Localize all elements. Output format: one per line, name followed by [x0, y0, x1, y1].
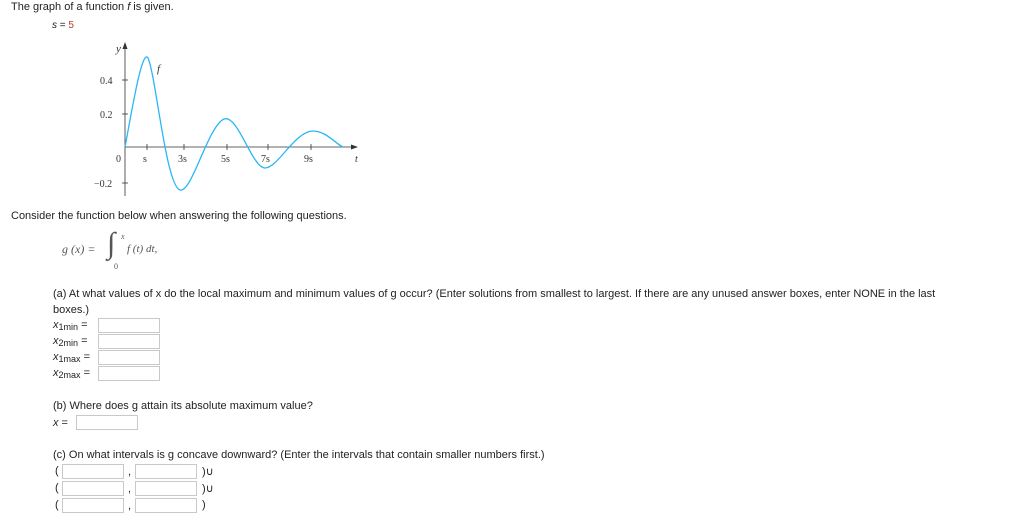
interval2-comma: , — [128, 483, 132, 495]
s-eq: = — [57, 20, 69, 31]
x-tick-label-s: s — [143, 154, 147, 165]
y-tick-label-0.2: 0.2 — [100, 110, 113, 121]
s-label: s — [52, 20, 57, 31]
x2max-x: x — [53, 367, 59, 379]
interval1-open: ( — [55, 465, 59, 477]
part-a-text-cont: boxes.) — [53, 304, 90, 316]
part-b-text: (b) Where does g attain its absolute maximum value? — [53, 400, 313, 412]
interval3-end-input[interactable] — [135, 498, 197, 513]
s-value: 5 — [68, 20, 74, 31]
x2max-label — [53, 367, 90, 380]
interval2-end-input[interactable] — [135, 481, 197, 496]
interval3-open: ( — [55, 499, 59, 511]
x1max-input[interactable] — [98, 350, 160, 365]
intro-function-name: f — [127, 1, 131, 13]
part-b-x: x — [53, 417, 59, 429]
y-tick-label-neg0.2: −0.2 — [94, 179, 113, 190]
x2min-eq: = — [78, 335, 88, 347]
x1max-x: x — [53, 351, 59, 363]
x-tick-label-5s: 5s — [221, 154, 230, 165]
part-b-eq: = — [58, 417, 68, 429]
formula-upper-limit: x — [121, 232, 125, 241]
x1max-sub: 1max — [58, 354, 81, 364]
interval3-close: ) — [202, 499, 206, 511]
x-tick-label-7s: 7s — [261, 154, 270, 165]
y-axis-arrow — [123, 42, 128, 49]
intro-prefix: The graph of a function — [11, 1, 128, 13]
formula-lhs: g (x) = — [62, 242, 96, 256]
interval1-comma: , — [128, 466, 132, 478]
x2min-sub: 2min — [58, 338, 79, 348]
interval1-start-input[interactable] — [62, 464, 124, 479]
x-axis-arrow — [351, 145, 358, 150]
y-tick-label-0: 0 — [116, 154, 121, 165]
x1min-label — [53, 319, 88, 332]
interval1-close-union: )∪ — [202, 466, 214, 478]
part-b-label — [53, 417, 68, 429]
x1min-x: x — [53, 319, 59, 331]
interval2-close-union: )∪ — [202, 483, 214, 495]
part-c-text: (c) On what intervals is g concave downward? (Enter the intervals that contain smaller numbers first.) — [53, 449, 545, 461]
x-axis-label: t — [355, 154, 358, 165]
x2min-x: x — [53, 335, 59, 347]
x2max-eq: = — [80, 367, 90, 379]
y-axis-label: y — [116, 43, 121, 55]
x1min-sub: 1min — [58, 322, 79, 332]
x2min-label — [53, 335, 88, 348]
x2min-input[interactable] — [98, 334, 160, 349]
x1min-eq: = — [78, 319, 88, 331]
interval3-start-input[interactable] — [62, 498, 124, 513]
interval2-open: ( — [55, 482, 59, 494]
abs-max-input[interactable] — [76, 415, 138, 430]
x2max-sub: 2max — [58, 370, 81, 380]
function-graph — [0, 0, 380, 200]
formula-lower-limit: 0 — [114, 262, 118, 271]
x-tick-label-9s: 9s — [304, 154, 313, 165]
x2max-input[interactable] — [98, 366, 160, 381]
function-curve — [125, 57, 343, 190]
interval1-end-input[interactable] — [135, 464, 197, 479]
interval2-start-input[interactable] — [62, 481, 124, 496]
y-tick-label-0.4: 0.4 — [100, 76, 113, 87]
x1min-input[interactable] — [98, 318, 160, 333]
curve-label: f — [157, 63, 161, 75]
x-tick-label-3s: 3s — [178, 154, 187, 165]
consider-text: Consider the function below when answering the following questions. — [11, 210, 347, 222]
interval3-comma: , — [128, 500, 132, 512]
part-a-text: (a) At what values of x do the local maximum and minimum values of g occur? (Enter solutions from smallest to largest. If there are any unused answer boxes, enter NONE in the last — [53, 288, 936, 300]
x1max-eq: = — [80, 351, 90, 363]
intro-suffix: is given. — [130, 1, 174, 13]
x1max-label — [53, 351, 90, 364]
formula-integrand: f (t) dt, — [127, 243, 158, 255]
integral-sign-icon: ∫ — [107, 227, 116, 260]
